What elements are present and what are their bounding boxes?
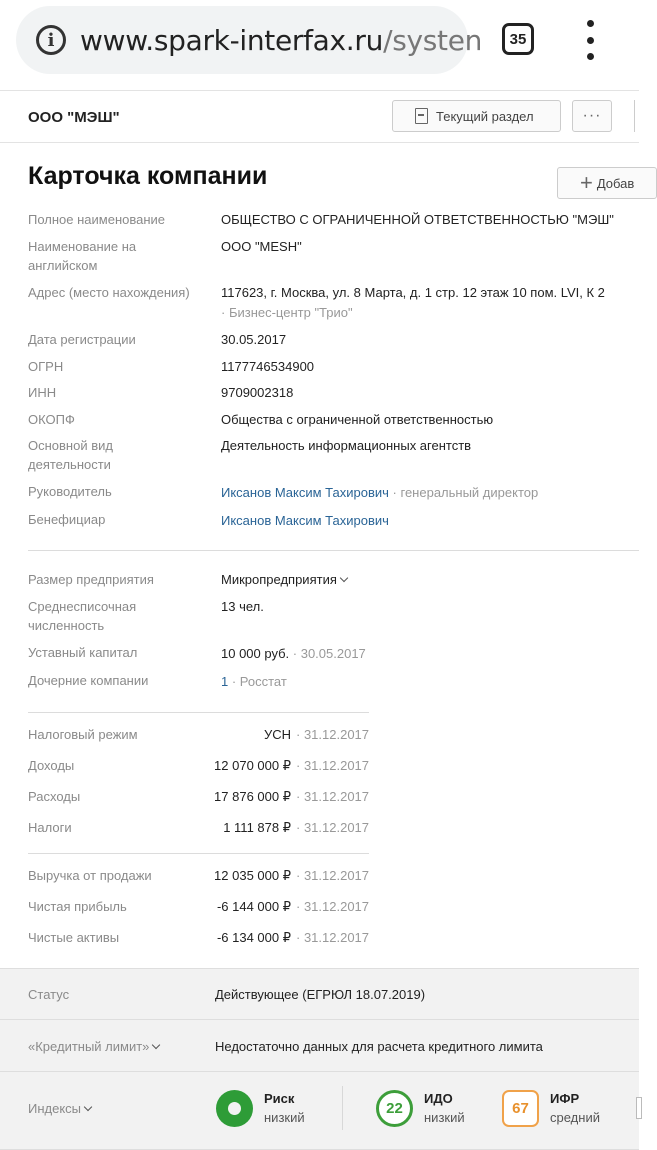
address-bar[interactable]: [16, 6, 483, 74]
finance-label: Налоги: [28, 820, 72, 835]
next-button-edge: [634, 100, 635, 132]
reg-date-label: Дата регистрации: [28, 332, 136, 347]
ogrn-value: 1177746534900: [221, 359, 315, 374]
result-label: Чистая прибыль: [28, 899, 127, 914]
staff-label-1: Среднесписочная: [28, 599, 137, 614]
result-value: -6 134 000 ₽: [216, 930, 291, 945]
finance-label: Расходы: [28, 789, 81, 804]
ido-index[interactable]: [376, 1089, 465, 1127]
risk-gauge-icon: [216, 1090, 253, 1127]
current-section-label: Текущий раздел: [436, 108, 534, 124]
info-icon[interactable]: i: [36, 25, 66, 55]
inn-value: 9709002318: [221, 385, 294, 400]
page-title: Карточка компании: [28, 162, 268, 190]
ido-score: 22: [376, 1090, 413, 1127]
subsidiaries-link[interactable]: 1: [221, 674, 229, 689]
head-label: Руководитель: [28, 484, 112, 499]
capital-date: · 30.05.2017: [289, 646, 366, 661]
full-name-label: Полное наименование: [28, 212, 166, 227]
credit-limit-toggle[interactable]: «Кредитный лимит»: [28, 1039, 159, 1054]
address-note: · Бизнес-центр "Трио": [221, 305, 353, 320]
result-label: Чистые активы: [28, 930, 120, 945]
company-header: [0, 90, 639, 143]
subsidiaries-label: Дочерние компании: [28, 673, 149, 688]
divider: [28, 550, 639, 551]
result-value: -6 144 000 ₽: [216, 899, 291, 914]
plus-icon: +: [580, 170, 593, 195]
english-name-label-1: Наименование на: [28, 239, 137, 254]
ifr-score: 67: [502, 1090, 539, 1127]
staff-label-2: численность: [28, 618, 105, 633]
url-text[interactable]: www.spark-interfax.ru/systen: [80, 23, 483, 57]
reg-date-value: 30.05.2017: [221, 332, 287, 347]
activity-label-1: Основной вид: [28, 438, 113, 453]
add-button[interactable]: [557, 167, 657, 199]
activity-value: Деятельность информационных агентств: [221, 438, 472, 453]
beneficiary-label: Бенефициар: [28, 512, 106, 527]
status-label: Статус: [28, 987, 70, 1002]
capital-value: 10 000 руб. · 30.05.2017: [221, 646, 366, 661]
head-role: · генеральный директор: [388, 485, 539, 500]
chevron-down-icon: [340, 574, 348, 582]
result-label: Выручка от продажи: [28, 868, 152, 883]
staff-value: 13 чел.: [221, 599, 264, 614]
divider: [28, 853, 369, 854]
finance-date: · 31.12.2017: [296, 820, 370, 835]
ido-level: низкий: [424, 1110, 465, 1125]
result-value: 12 035 000 ₽: [214, 868, 291, 883]
beneficiary-link[interactable]: Иксанов Максим Тахирович: [221, 513, 389, 528]
result-date: · 31.12.2017: [296, 930, 370, 945]
browser-menu-icon[interactable]: [582, 20, 598, 60]
chevron-down-icon: [84, 1103, 92, 1111]
address-label: Адрес (место нахождения): [28, 285, 190, 300]
ifr-index[interactable]: [502, 1089, 600, 1127]
risk-level: низкий: [264, 1110, 305, 1125]
indexes-toggle[interactable]: Индексы: [28, 1101, 91, 1116]
finance-value: 1 111 878 ₽: [223, 820, 291, 835]
company-name: ООО "МЭШ": [28, 109, 120, 126]
finance-label: Доходы: [28, 758, 75, 773]
divider: [28, 712, 369, 713]
tab-switcher-button[interactable]: 35: [502, 23, 534, 55]
finance-value: УСН: [263, 727, 291, 742]
ifr-name: ИФР: [550, 1091, 580, 1106]
ogrn-label: ОГРН: [28, 359, 64, 374]
address-value: 117623, г. Москва, ул. 8 Марта, д. 1 стр. 12 этаж 10 пом. LVI, К 2: [221, 285, 605, 300]
full-name-value: ОБЩЕСТВО С ОГРАНИЧЕННОЙ ОТВЕТСТВЕННОСТЬЮ "МЭШ": [221, 212, 614, 227]
browser-chrome: [0, 0, 639, 90]
ido-name: ИДО: [424, 1091, 453, 1106]
more-button[interactable]: ···: [572, 100, 612, 132]
finance-value: 17 876 000 ₽: [214, 789, 291, 804]
finance-date: · 31.12.2017: [296, 758, 370, 773]
pdf-icon: [415, 108, 428, 124]
status-row: [0, 968, 639, 1019]
result-date: · 31.12.2017: [296, 868, 370, 883]
finance-date: · 31.12.2017: [296, 727, 370, 742]
risk-index[interactable]: [216, 1089, 305, 1127]
divider: [342, 1086, 343, 1130]
chevron-down-icon: [152, 1041, 160, 1049]
ifr-level: средний: [550, 1110, 600, 1125]
okopf-label: ОКОПФ: [28, 412, 75, 427]
credit-limit-value: Недостаточно данных для расчета кредитного лимита: [215, 1039, 543, 1054]
status-value: Действующее (ЕГРЮЛ 18.07.2019): [215, 987, 426, 1002]
english-name-label-2: английском: [28, 258, 98, 273]
credit-limit-row: [0, 1019, 639, 1071]
finance-date: · 31.12.2017: [296, 789, 370, 804]
inn-label: ИНН: [28, 385, 57, 400]
subsidiaries-source: · Росстат: [228, 674, 287, 689]
head-value: [221, 483, 538, 502]
risk-name: Риск: [264, 1091, 295, 1106]
result-date: · 31.12.2017: [296, 899, 370, 914]
next-index-edge: [636, 1097, 642, 1119]
size-label: Размер предприятия: [28, 572, 154, 587]
capital-label: Уставный капитал: [28, 645, 138, 660]
okopf-value: Общества с ограниченной ответственностью: [221, 412, 494, 427]
add-button-label: Добав: [596, 175, 635, 191]
size-dropdown[interactable]: Микропредприятия: [221, 570, 347, 589]
current-section-button[interactable]: [392, 100, 561, 132]
head-name-link[interactable]: Иксанов Максим Тахирович: [221, 485, 389, 500]
activity-label-2: деятельности: [28, 457, 111, 472]
finance-label: Налоговый режим: [28, 727, 138, 742]
finance-value: 12 070 000 ₽: [214, 758, 291, 773]
english-name-value: ООО "MESH": [221, 239, 302, 254]
